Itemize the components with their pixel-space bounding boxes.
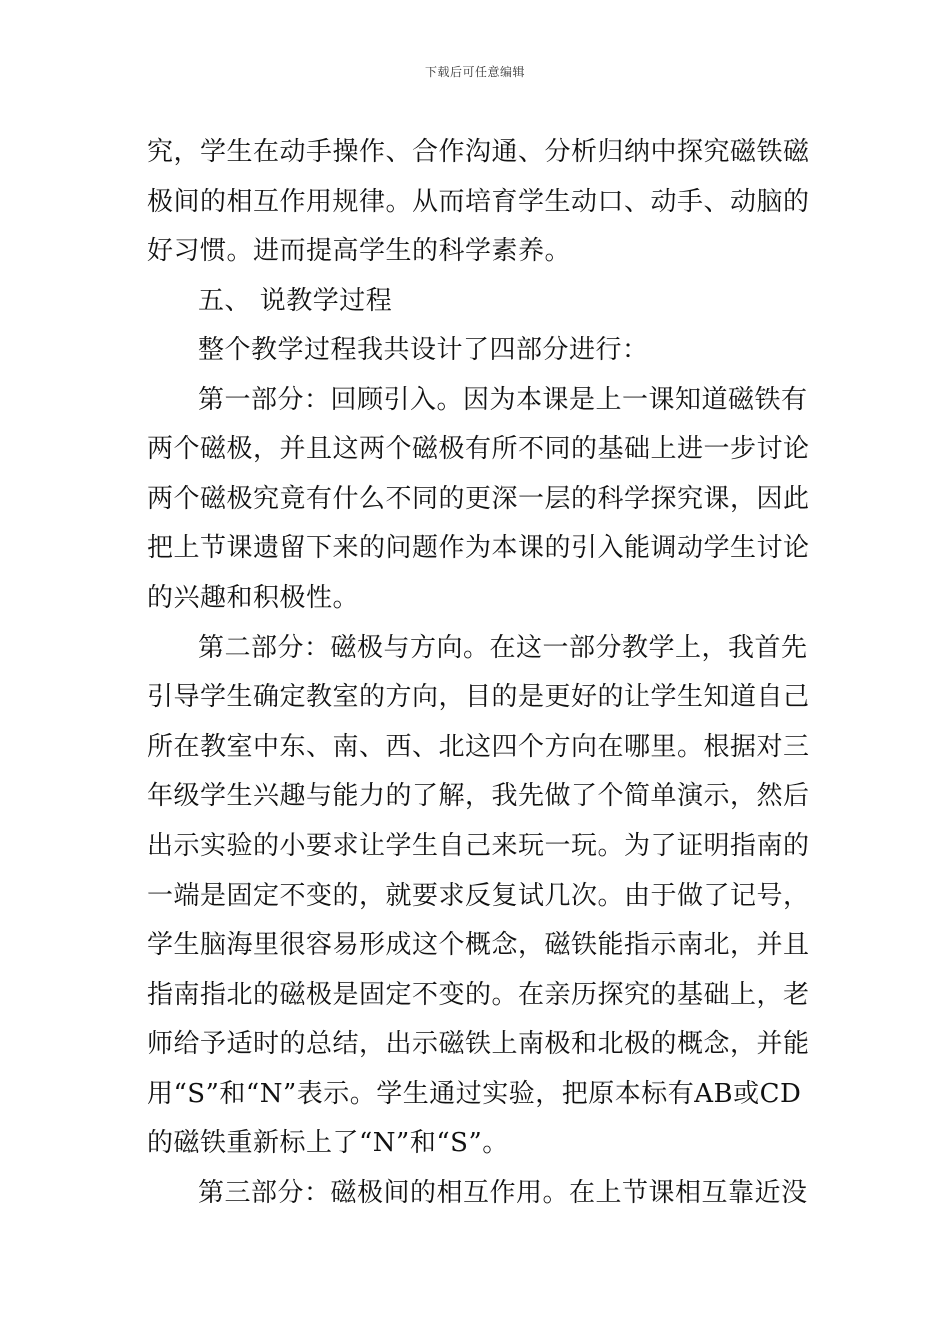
text-line: 引导学生确定教室的方向，目的是更好的让学生知道自己 bbox=[147, 682, 810, 712]
text-line: 指南指北的磁极是固定不变的。在亲历探究的基础上，老 bbox=[147, 980, 810, 1010]
text-line: 第一部分：回顾引入。因为本课是上一课知道磁铁有 bbox=[198, 385, 808, 415]
text-line: 师给予适时的总结，出示磁铁上南极和北极的概念，并能 bbox=[147, 1029, 810, 1059]
section-heading: 五、 说教学过程 bbox=[198, 286, 393, 316]
text-line: 好习惯。进而提高学生的科学素养。 bbox=[147, 236, 572, 266]
text-line: 第三部分：磁极间的相互作用。在上节课相互靠近没 bbox=[198, 1178, 808, 1208]
text-line: 所在教室中东、南、西、北这四个方向在哪里。根据对三 bbox=[147, 732, 810, 762]
text-line: 出示实验的小要求让学生自己来玩一玩。为了证明指南的 bbox=[147, 831, 810, 861]
page-header: 下载后可任意编辑 bbox=[424, 65, 525, 79]
text-line: 两个磁极究竟有什么不同的更深一层的科学探究课，因此 bbox=[147, 484, 810, 514]
text-line: 究，学生在动手操作、合作沟通、分析归纳中探究磁铁磁 bbox=[147, 137, 810, 167]
text-line: 极间的相互作用规律。从而培育学生动口、动手、动脑的 bbox=[147, 187, 810, 217]
text-line: 把上节课遗留下来的问题作为本课的引入能调动学生讨论 bbox=[147, 533, 810, 563]
text-line: 整个教学过程我共设计了四部分进行： bbox=[198, 335, 649, 365]
text-line: 的兴趣和积极性。 bbox=[147, 583, 360, 613]
text-line: 学生脑海里很容易形成这个概念，磁铁能指示南北，并且 bbox=[147, 930, 810, 960]
text-line: 用“S”和“N”表示。学生通过实验，把原本标有AB或CD bbox=[147, 1079, 802, 1109]
text-line: 年级学生兴趣与能力的了解，我先做了个简单演示，然后 bbox=[147, 781, 810, 811]
text-line: 的磁铁重新标上了“N”和“S”。 bbox=[147, 1128, 509, 1158]
text-line: 第二部分：磁极与方向。在这一部分教学上，我首先 bbox=[198, 633, 808, 663]
text-line: 一端是固定不变的，就要求反复试几次。由于做了记号， bbox=[147, 881, 810, 911]
text-line: 两个磁极，并且这两个磁极有所不同的基础上进一步讨论 bbox=[147, 434, 810, 464]
